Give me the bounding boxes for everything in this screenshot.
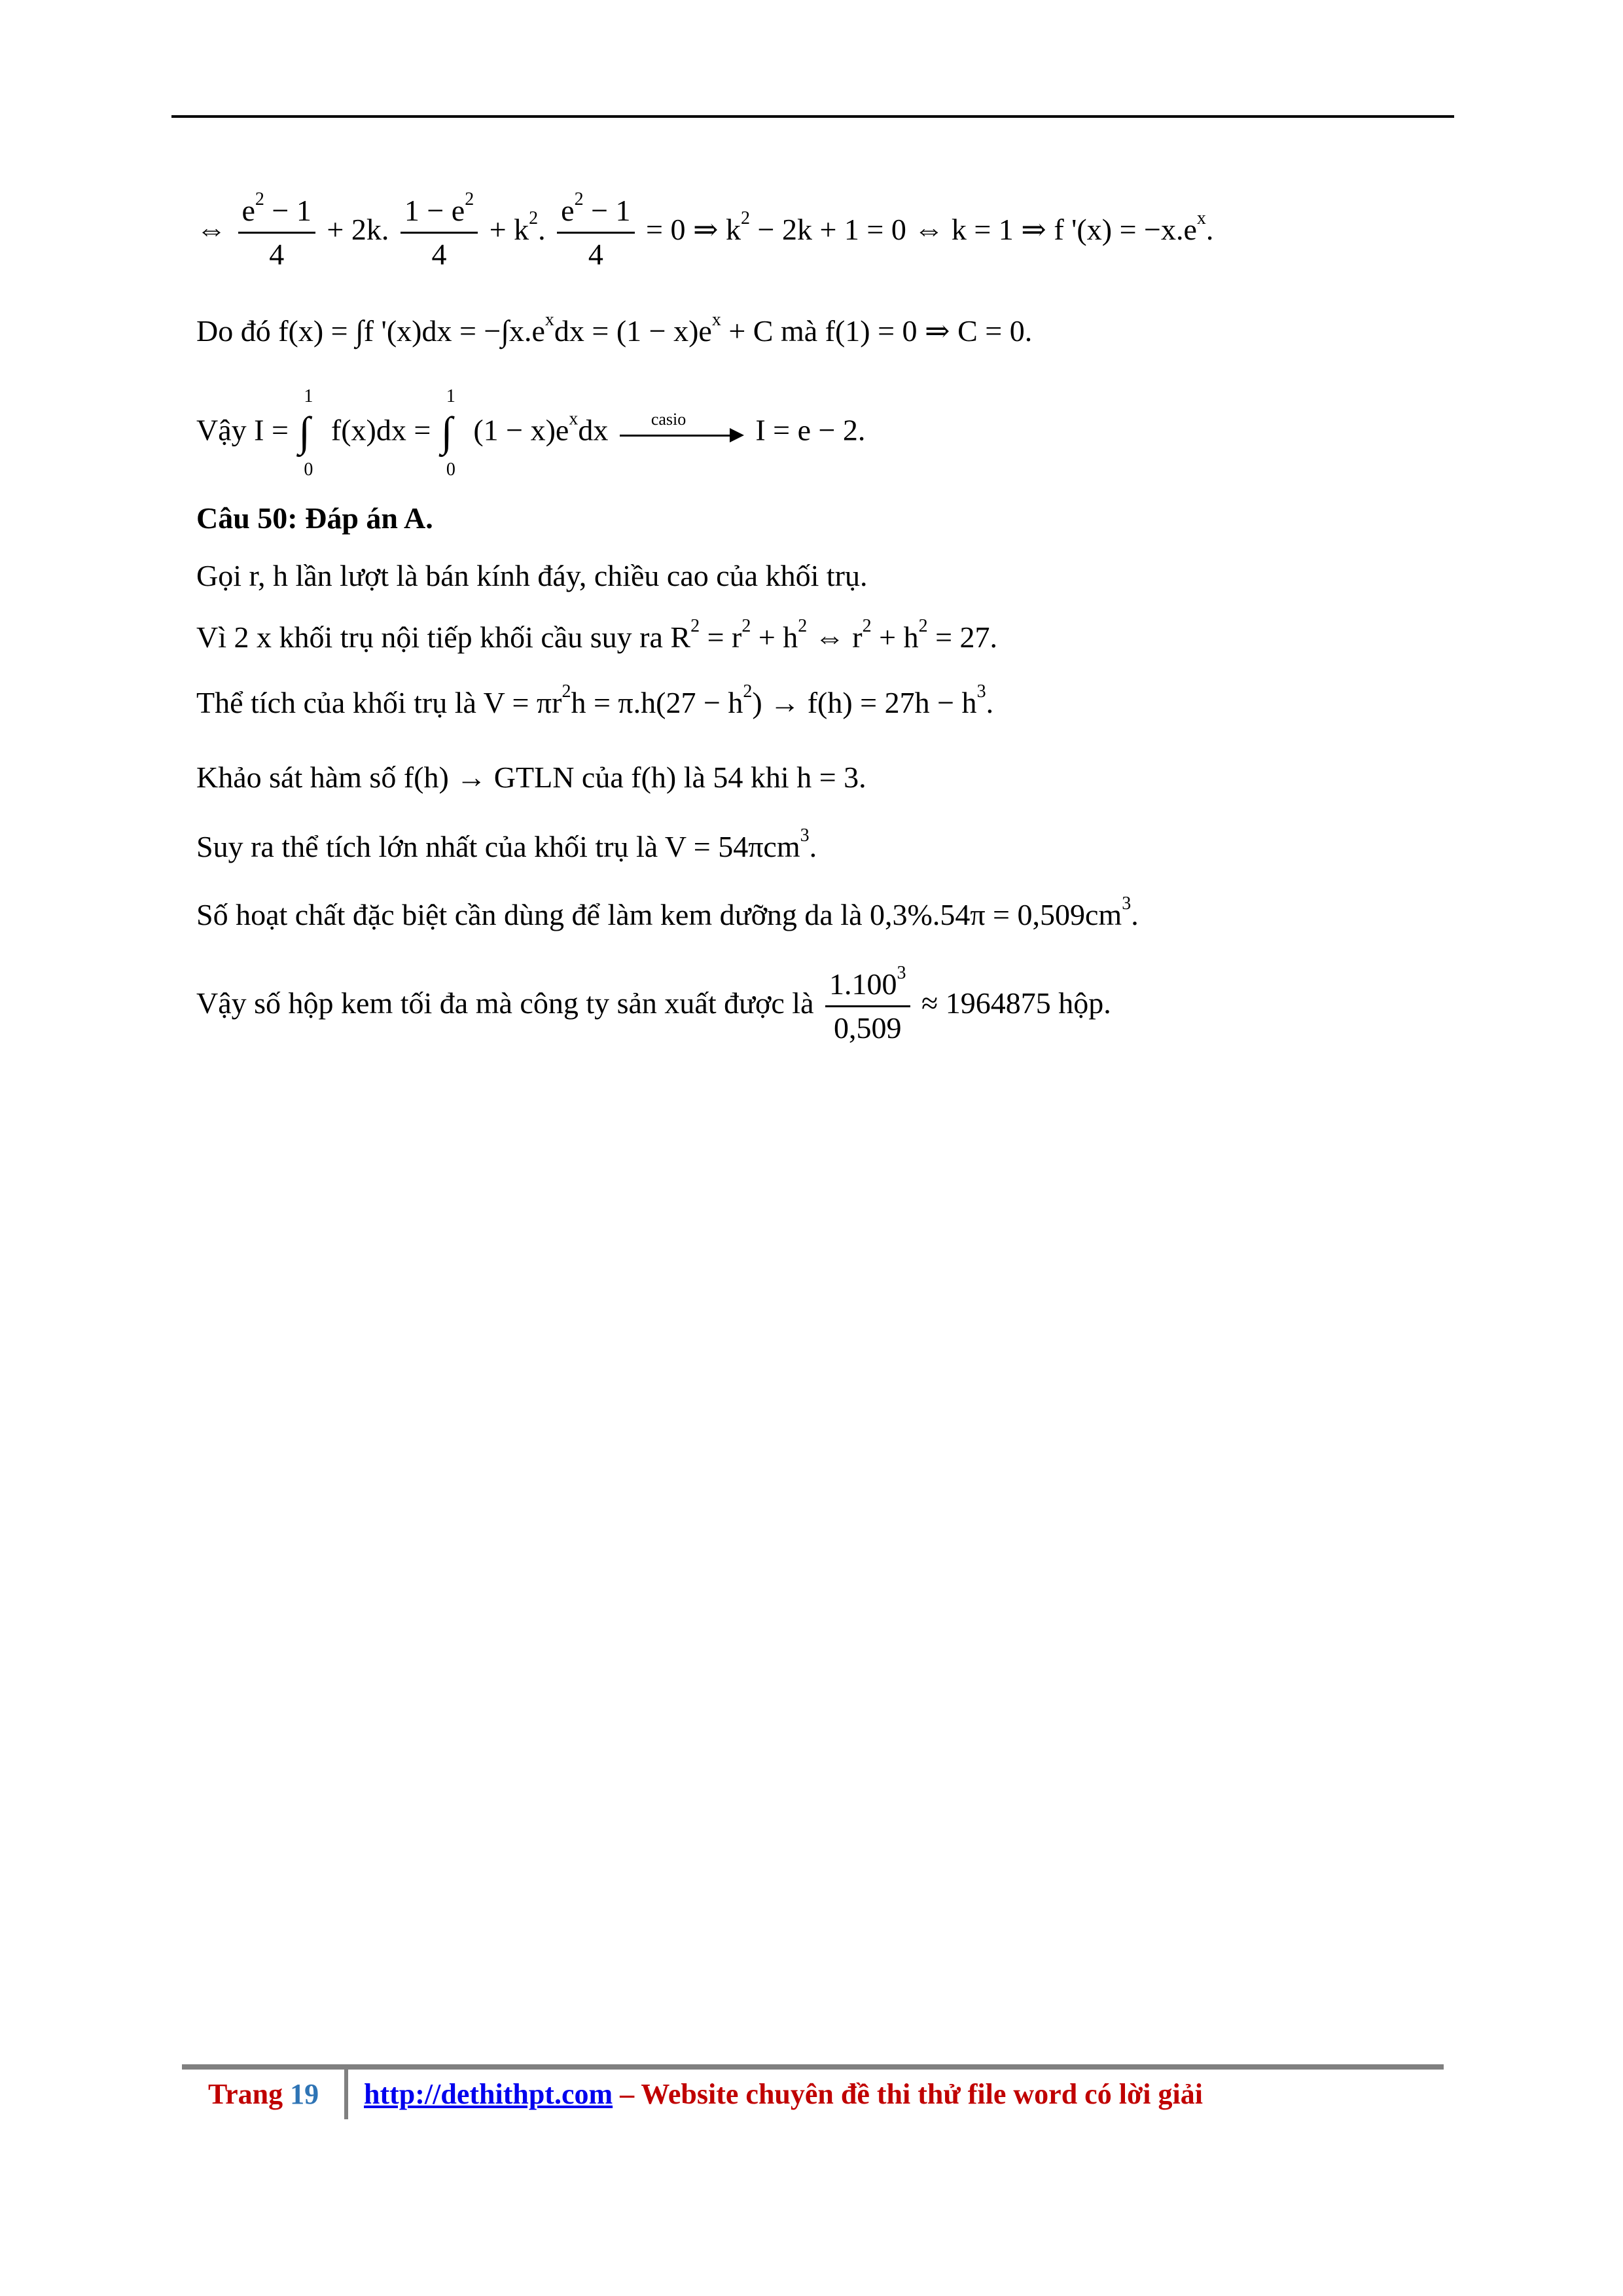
paragraph-6: Số hoạt chất đặc biệt cần dùng để làm kem dưỡng da là $0,3\%.54\pi = 0,509cm^3$. xyxy=(196,893,1139,931)
casio-arrow-icon: casio xyxy=(620,414,744,453)
equation-line-1: ⇔ $\frac{e^2 - 1}{4}$ + 2k. $\frac{1 - e^2}{4}$ + $k^2$. $\frac{e^2 - 1}{4}$ = 0 ⇒ $k^2 - 2k + 1 = 0$ ⇔ k = 1 ⇒ f '$(x) = -x.e^x$. xyxy=(196,189,1214,271)
paragraph-2: Vì 2 x khối trụ nội tiếp khối cầu suy ra $R^2 = r^2 + h^2$ ⇔ $r^2 + h^2 = 27$. xyxy=(196,616,998,654)
fraction-3: $\frac{e^2 - 1}{4}$ xyxy=(557,194,634,272)
question-heading: Câu 50: Đáp án A. xyxy=(196,501,433,535)
footer-rule xyxy=(182,2064,1444,2070)
footer-text xyxy=(364,2077,1203,2111)
footer-divider xyxy=(344,2068,348,2119)
integral-sign-2: 1 ∫ 0 xyxy=(440,386,455,480)
paragraph-5: Suy ra thể tích lớn nhất của khối trụ là V = 54πcm$^3$. xyxy=(196,825,817,863)
integral-sign-1: 1 ∫ 0 xyxy=(298,386,313,480)
paragraph-7: Vậy số hộp kem tối đa mà công ty sản xuất được là $\frac{1.100^3}{0,509}$ ≈ 1964875 hộp. xyxy=(196,963,1111,1045)
paragraph-3: Thể tích của khối trụ là $V = \pi r^2h = \pi.h(27 - h^2) \to f(h) = 27h - h^3$. xyxy=(196,681,994,719)
website-link[interactable]: http://dethithpt.com xyxy=(364,2078,613,2110)
header-rule xyxy=(171,115,1454,118)
fraction-1: $\frac{e^2 - 1}{4}$ xyxy=(238,194,315,272)
footer-tagline: – Website chuyên đề thi thử file word có lời giải xyxy=(613,2078,1203,2110)
page-number: Trang 19 xyxy=(208,2078,319,2110)
equation-line-3: Vậy I = 1 ∫ 0 f(x)dx = 1 ∫ 0 $(1 - x)e^xdx$ casio I = e − 2. xyxy=(196,386,866,480)
fraction-2: $\frac{1 - e^2}{4}$ xyxy=(401,194,478,272)
paragraph-1: Gọi r, h lần lượt là bán kính đáy, chiều cao của khối trụ. xyxy=(196,559,868,592)
fraction-boxes: $\frac{1.100^3}{0,509}$ xyxy=(825,967,910,1045)
equation-line-2: Do đó f(x) = ∫f '$(x)dx = -\int x.e^xdx = (1 - x)e^x + C$ mà f(1) = 0 ⇒ C = 0. xyxy=(196,310,1033,348)
paragraph-4: Khảo sát hàm số f(h) → GTLN của f(h) là 54 khi h = 3. xyxy=(196,761,866,794)
iff-symbol: ⇔ xyxy=(196,213,226,247)
